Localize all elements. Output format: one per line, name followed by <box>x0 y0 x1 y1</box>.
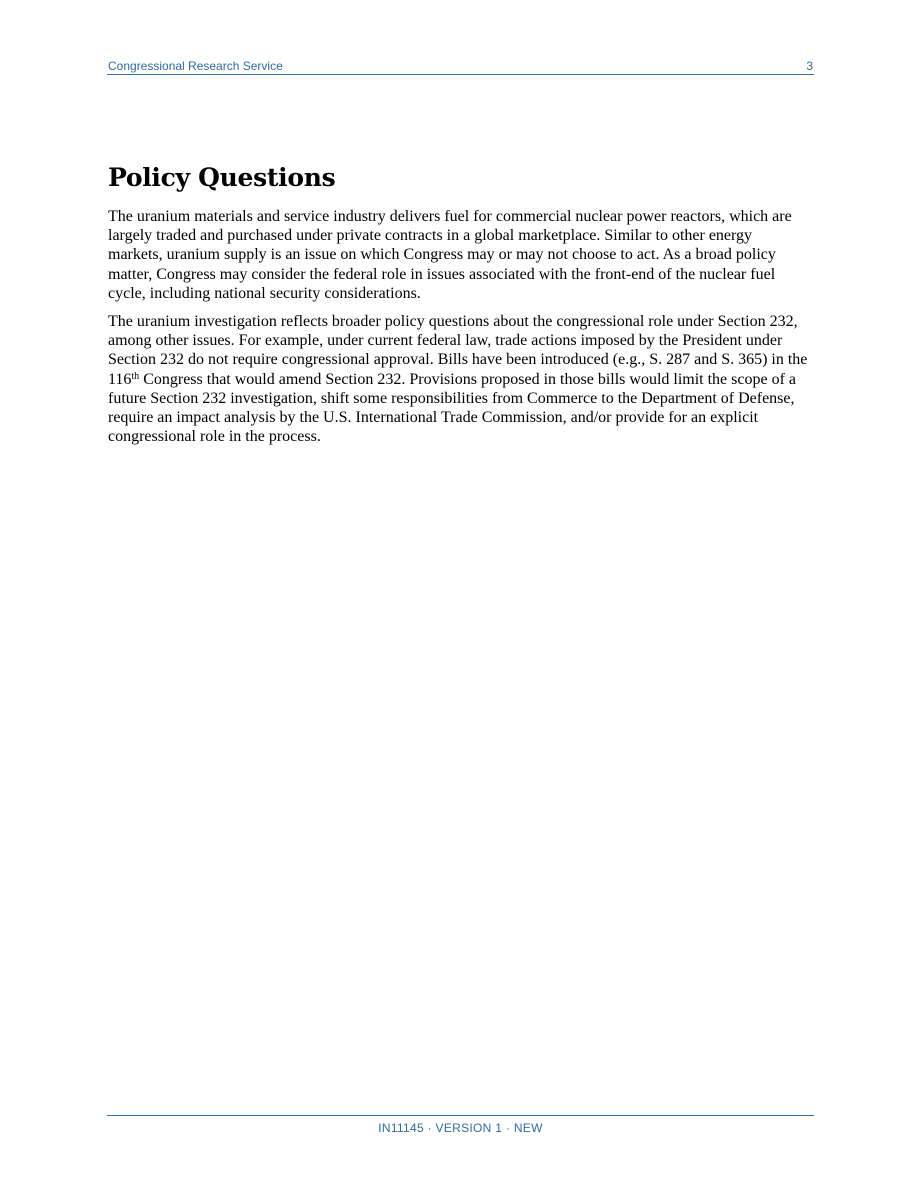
paragraph-2 <box>108 312 808 446</box>
paragraph-1: The uranium materials and service industry delivers fuel for commercial nuclear power reactors, which are largely traded and purchased under private contracts in a global marketplace. Similar to other energy markets, uranium supply is an issue on which Congress may or may not choose to act. As a broad policy matter, Congress may consider the federal role in issues associated with the front-end of the nuclear fuel cycle, including national security considerations. <box>108 208 792 302</box>
paragraph-2-text-start: The uranium investigation reflects broader policy questions about the congressional role under Section 232, among other issues. For example, under current federal law, trade actions imposed by the President under Section 232 do not require congressional approval. Bills have been introduced (e.g., S. 287 and S. 365) in the 116 <box>108 313 808 388</box>
main-content <box>108 161 808 455</box>
paragraph-2-text-end: Congress that would amend Section 232. Provisions proposed in those bills would limit the scope of a future Section 232 investigation, shift some responsibilities from Commerce to the Department of Defense, require an impact analysis by the U.S. International Trade Commission, and/or provide for an explicit congressional role in the process. <box>108 370 797 446</box>
organization-name: Congressional Research Service <box>108 59 283 73</box>
document-id: IN11145 · VERSION 1 · NEW <box>378 1121 543 1135</box>
page-number: 3 <box>806 59 813 73</box>
page-header <box>107 58 814 75</box>
ordinal-suffix: th <box>131 370 140 382</box>
section-heading: Policy Questions <box>108 163 336 192</box>
page-footer <box>107 1115 814 1135</box>
